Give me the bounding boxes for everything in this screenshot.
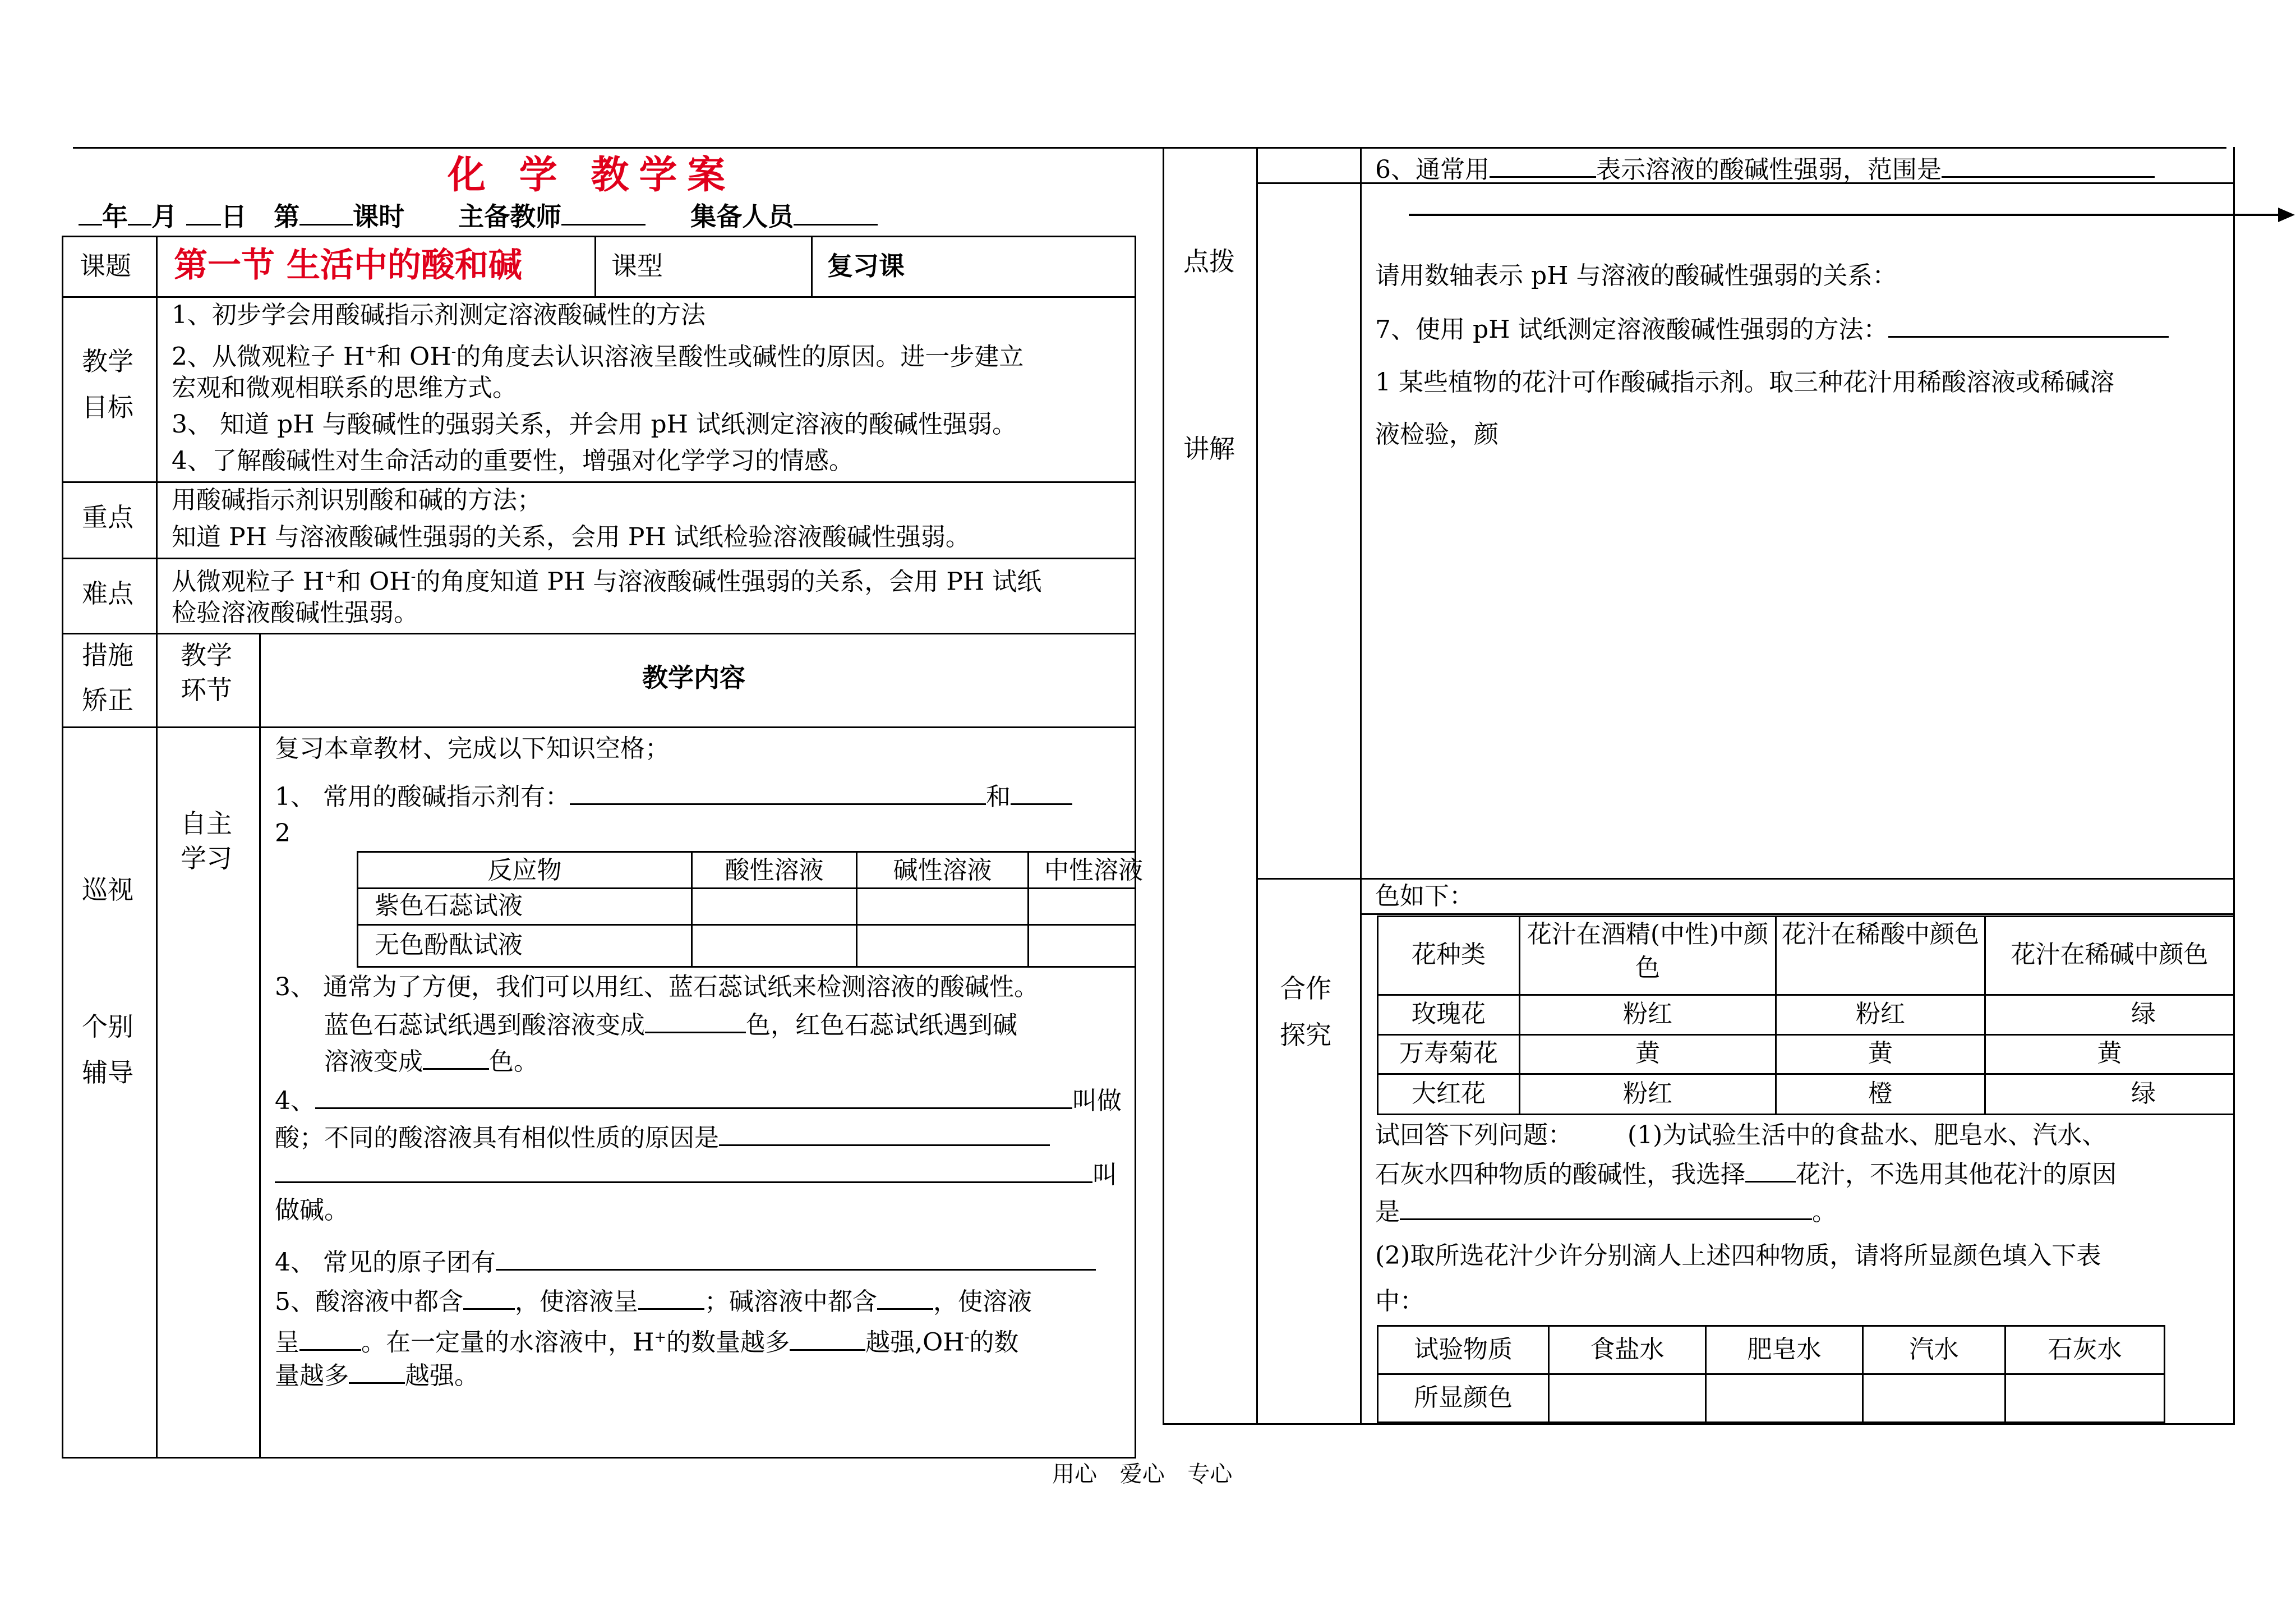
step-label-1: 教学 (181, 640, 232, 670)
q5-line-1: 5、酸溶液中都含 ，使溶液呈 ；碱溶液中都含 ，使溶液 (275, 1283, 1032, 1319)
q4-blank-3[interactable] (275, 1157, 1092, 1183)
test-header-4: 石灰水 (2048, 1335, 2122, 1364)
patrol-label-3: 辅导 (82, 1057, 133, 1088)
key-label: 重点 (82, 502, 133, 532)
measure-label-1: 措施 (82, 640, 133, 670)
test-header-1: 食盐水 (1590, 1335, 1665, 1364)
q1-blank-2[interactable] (1011, 779, 1072, 805)
flower-row-2-base: 黄 (2097, 1039, 2122, 1068)
goal-line-3: 宏观和微观相联系的思维方式。 (172, 374, 517, 402)
indicator-header-3: 中性溶液 (1044, 856, 1143, 885)
goal-label-1: 教学 (82, 346, 133, 376)
q5-line-3: 量越多 越强。 (275, 1358, 479, 1393)
q4-line-3: 叫 (275, 1157, 1117, 1192)
hard-line-2: 检验溶液酸碱性强弱。 (172, 599, 418, 627)
goal-label-2: 目标 (82, 392, 133, 422)
header-info (79, 199, 878, 233)
q3-line-1: 3、 通常为了方便，我们可以用红、蓝石蕊试纸来检测溶液的酸碱性。 (275, 973, 1039, 1001)
answer-line-3: 是 。 (1375, 1194, 1837, 1229)
color-intro: 色如下： (1375, 882, 1474, 910)
q1-line: 1、 常用的酸碱指示剂有： 和 (275, 779, 1072, 814)
q4b-blank[interactable] (496, 1244, 1096, 1271)
q5-blank-4[interactable] (299, 1324, 361, 1351)
q1-blank-1[interactable] (570, 779, 986, 805)
p1-line-1: 1 某些植物的花汁可作酸碱指示剂。取三种花汁用稀酸溶液或稀碱溶 (1375, 368, 2114, 397)
answer-blank-1[interactable] (1745, 1156, 1796, 1183)
q4-line-4: 做碱。 (275, 1196, 349, 1225)
q5-line-2: 呈 。在一定量的水溶液中，H+的数量越多 越强,OH-的数 (275, 1321, 1018, 1360)
flower-row-2-neutral: 黄 (1635, 1039, 1660, 1068)
self-study-label-2: 学习 (181, 843, 232, 873)
hard-label: 难点 (82, 578, 133, 609)
q5-blank-6[interactable] (349, 1358, 405, 1384)
flower-row-1-name: 玫瑰花 (1412, 1000, 1486, 1028)
type-label: 课型 (611, 251, 663, 281)
type-value: 复习课 (827, 251, 905, 281)
answer-blank-2[interactable] (1400, 1194, 1812, 1220)
q5-blank-3[interactable] (877, 1283, 933, 1310)
q4b-line: 4、 常见的原子团有 (275, 1244, 1096, 1280)
indicator-header-2: 碱性溶液 (893, 856, 992, 885)
test-header-0: 试验物质 (1414, 1335, 1513, 1364)
flower-header-3: 花汁在稀碱中颜色 (2011, 940, 2209, 969)
indicator-header-1: 酸性溶液 (725, 856, 824, 885)
top-rule (73, 147, 2226, 149)
flower-row-3-base: 绿 (2131, 1079, 2156, 1108)
key-line-2: 知道 PH 与溶液酸碱性强弱的关系，会用 PH 试纸检验溶液酸碱性强弱。 (172, 523, 970, 551)
answer-line-5: 中： (1375, 1287, 1424, 1315)
patrol-label-2: 个别 (82, 1011, 133, 1042)
self-study-label-1: 自主 (181, 808, 232, 839)
p1-line-2: 液检验，颜 (1375, 420, 1499, 449)
measure-label-2: 矫正 (82, 685, 133, 715)
q6-blank-1[interactable] (1490, 151, 1596, 178)
q1-number: 2 (275, 819, 291, 848)
indicator-row-1-label: 紫色石蕊试液 (375, 891, 523, 920)
indicator-row-2-label: 无色酚酞试液 (375, 931, 523, 959)
flower-row-3-acid: 橙 (1868, 1079, 1893, 1108)
q3-line-3: 溶液变成 色。 (324, 1043, 538, 1079)
lesson-prefix: 第 (274, 201, 300, 232)
key-line-1: 用酸碱指示剂识别酸和碱的方法； (172, 486, 542, 514)
q4-line-2: 酸；不同的酸溶液具有相似性质的原因是 (275, 1120, 1050, 1155)
topic-value: 第一节 生活中的酸和碱 (174, 246, 522, 285)
patrol-label-1: 巡视 (82, 875, 133, 905)
flower-row-3-neutral: 粉红 (1623, 1079, 1672, 1108)
q4-blank-2[interactable] (719, 1120, 1050, 1146)
axis-note: 请用数轴表示 pH 与溶液的酸碱性强弱的关系： (1375, 261, 1897, 290)
q6-line: 6、通常用 表示溶液的酸碱性强弱，范围是 (1375, 151, 2155, 187)
page-title: 化 学 教学案 (448, 153, 736, 197)
q4-line-1: 4、 叫做 (275, 1083, 1122, 1118)
flower-row-1-neutral: 粉红 (1623, 1000, 1672, 1028)
group-label: 集备人员 (690, 201, 794, 232)
q7-blank[interactable] (1888, 311, 2169, 338)
flower-header-2: 花汁在稀酸中颜色 (1782, 920, 1979, 949)
q6-blank-2[interactable] (1942, 151, 2155, 178)
q4-blank-1[interactable] (315, 1083, 1072, 1109)
review-intro: 复习本章教材、完成以下知识空格； (275, 734, 670, 763)
lesson-label: 课时 (353, 201, 405, 232)
teacher-label: 主备教师 (458, 201, 562, 232)
q3-blank-1[interactable] (645, 1007, 746, 1033)
answer-line-4: (2)取所选花汁少许分别滴人上述四种物质，请将所显颜色填入下表 (1375, 1241, 2101, 1270)
flower-row-2-acid: 黄 (1868, 1039, 1893, 1068)
guide-label-2: 讲解 (1183, 434, 1235, 464)
q5-blank-2[interactable] (638, 1283, 704, 1310)
q5-blank-5[interactable] (790, 1324, 865, 1351)
goal-line-2: 2、从微观粒子 H+和 OH-的角度去认识溶液呈酸性或碱性的原因。进一步建立 (172, 342, 1024, 371)
test-header-3: 汽水 (1909, 1335, 1959, 1364)
step-label-2: 环节 (181, 675, 232, 705)
flower-header-1: 花汁在酒精(中性)中颜色 (1527, 920, 1769, 982)
flower-header-0: 花种类 (1412, 940, 1486, 969)
year-label: 年 (102, 201, 128, 232)
answer-line-1: 试回答下列问题： (1)为试验生活中的食盐水、肥皂水、汽水、 (1375, 1121, 2107, 1149)
hard-line-1: 从微观粒子 H+和 OH-的角度知道 PH 与溶液酸碱性强弱的关系，会用 PH 试纸 (172, 567, 1042, 596)
content-label: 教学内容 (642, 663, 745, 693)
flower-row-2-name: 万寿菊花 (1399, 1039, 1498, 1068)
q7-line: 7、使用 pH 试纸测定溶液酸碱性强弱的方法： (1375, 311, 2169, 347)
flower-row-1-base: 绿 (2131, 1000, 2156, 1028)
q3-blank-2[interactable] (423, 1043, 489, 1070)
day-label: 日 (221, 201, 247, 232)
topic-label: 课题 (80, 251, 131, 281)
answer-line-2: 石灰水四种物质的酸碱性，我选择 花汁，不选用其他花汁的原因 (1375, 1156, 2117, 1191)
flower-row-1-acid: 粉红 (1856, 1000, 1905, 1028)
footer-motto: 用心 爱心 专心 (1052, 1461, 1233, 1487)
test-row-label: 所显颜色 (1414, 1383, 1513, 1412)
q3-line-2: 蓝色石蕊试纸遇到酸溶液变成 色，红色石蕊试纸遇到碱 (324, 1007, 1017, 1042)
goal-line-5: 4、了解酸碱性对生命活动的重要性，增强对化学学习的情感。 (172, 447, 854, 475)
coop-label-2: 探究 (1280, 1020, 1331, 1050)
month-label: 月 (151, 201, 177, 232)
test-header-2: 肥皂水 (1747, 1335, 1822, 1364)
axis-arrow-icon (2278, 208, 2295, 222)
flower-row-3-name: 大红花 (1412, 1079, 1486, 1108)
goal-line-4: 3、 知道 pH 与酸碱性的强弱关系，并会用 pH 试纸测定溶液的酸碱性强弱。 (172, 410, 1017, 439)
goal-line-1: 1、初步学会用酸碱指示剂测定溶液酸碱性的方法 (172, 301, 706, 329)
indicator-header-0: 反应物 (487, 856, 562, 885)
q5-blank-1[interactable] (463, 1283, 515, 1310)
guide-label-1: 点拨 (1183, 246, 1235, 277)
ph-number-axis (1409, 214, 2284, 216)
coop-label-1: 合作 (1280, 973, 1331, 1004)
